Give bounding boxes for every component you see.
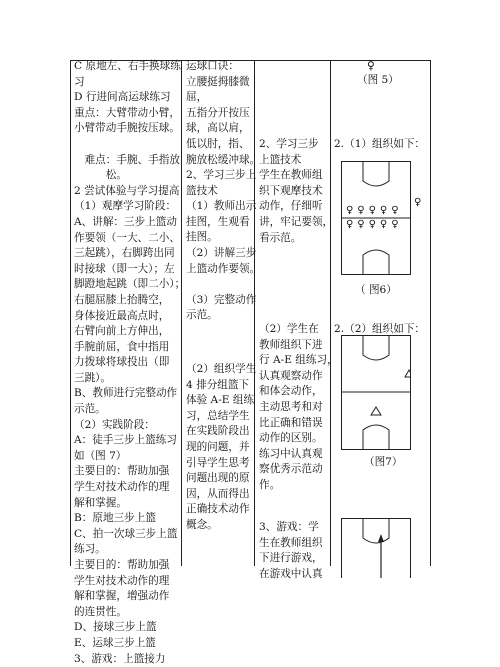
text-line: 时接球（即一大）；左 [74, 262, 175, 275]
text-line: 认真观察动作 [259, 369, 323, 382]
text-line: 教师组织下进 [259, 338, 323, 351]
text-line: A、讲解：三步上篮动 [74, 215, 177, 228]
text-line: 练习。 [74, 543, 106, 556]
student-activity-practice [259, 322, 338, 494]
text-line: 生在教师组织 [259, 536, 323, 549]
text-line: D、接球三步上篮 [74, 621, 157, 634]
figure-7-caption: （图7） [364, 456, 403, 468]
text-line: 主要目的：帮助加强 [74, 559, 170, 571]
text-line: 2、学习三步 [259, 138, 319, 150]
text-line: （2）讲解三步 [186, 246, 257, 259]
figure-7-court-diagram [341, 335, 411, 450]
text-line: 三起跳），右脚跨出同 [74, 247, 175, 260]
text-line: 示范。 [74, 403, 106, 416]
text-line [186, 277, 260, 293]
text-line: 作要领（一大、二小、 [74, 231, 180, 244]
student-activity-game [259, 520, 323, 582]
table-border-left [70, 60, 71, 566]
text-line: B：原地三步上篮 [74, 512, 156, 525]
text-line: 屈， [186, 91, 208, 104]
text-line: 如（图 7） [74, 449, 127, 462]
text-line: 重点：大臂带动小臂， [74, 106, 180, 119]
player-row-icon: ♀♀♀♀♀ [346, 205, 403, 216]
text-line: 在实践阶段出 [186, 425, 250, 438]
text-line: 学生在教师组 [259, 169, 323, 182]
text-line: 上篮动作要领。 [186, 262, 261, 275]
text-line: 动作，仔细听 [259, 200, 323, 213]
teaching-content-column [74, 59, 185, 667]
text-line: （2）学生在 [259, 323, 319, 335]
text-line: 行 A-E 组练习， [259, 354, 338, 367]
court-lines-icon [341, 518, 411, 578]
teacher-activity-layup-teaching [186, 168, 260, 324]
text-line: E、运球三步上篮 [74, 636, 156, 649]
text-line: 2、学习三步上 [186, 169, 257, 181]
text-line: 动作的区别。 [259, 432, 323, 445]
text-line: 学生对技术动作的理 [74, 481, 170, 494]
text-line [74, 137, 185, 153]
text-line: 习，总结学生 [186, 409, 250, 422]
text-line: 示范。 [186, 309, 218, 322]
text-line: 问题出现的原 [186, 472, 250, 485]
text-line: 右臂向前上方伸出， [74, 325, 170, 338]
text-line: 力拨球将球投出（即 [74, 356, 170, 369]
text-line: 上篮技术 [259, 153, 302, 166]
court-lines-icon [341, 335, 411, 450]
teacher-activity-group-practice [186, 362, 256, 534]
text-line: 下进行游戏， [259, 552, 323, 565]
player-row-icon: ♀♀♀♀♀ [346, 219, 403, 230]
text-line: 和体会动作， [259, 385, 323, 398]
text-line: 三跳）。 [74, 371, 112, 384]
text-line: （1）观摩学习阶段： [74, 200, 177, 213]
text-line: 右腿屈膝上抬腾空， [74, 293, 170, 306]
text-line: 4 排分组篮下 [186, 378, 250, 391]
text-line: A：徒手三步上篮练习 [74, 434, 177, 447]
text-line: （2）实践阶段： [74, 418, 155, 431]
text-line: 难点：手腕、手指放 [74, 153, 180, 166]
student-activity-observe [259, 137, 333, 246]
text-line: C 原地左、右手换球练 [74, 60, 181, 72]
text-line: 挂图。 [186, 231, 218, 244]
text-line: 脚蹬地起跳（即二小）； [74, 278, 186, 291]
text-line: 练习中认真观 [259, 447, 323, 460]
organization-label-1: 2.（1）组织如下： [334, 138, 426, 150]
text-line: 五指分开按压 [186, 106, 250, 119]
text-line: 球，高以肩， [186, 122, 250, 135]
text-line: 篮技术 [186, 184, 218, 197]
text-line: 比正确和错误 [259, 416, 323, 429]
text-line: D 行进间高运球练习 [74, 91, 171, 104]
teacher-marker-icon: ♀ [414, 197, 422, 208]
figure-5-caption: （图 5） [357, 74, 399, 86]
text-line: 主要目的：帮助加强 [74, 465, 170, 478]
text-line: 立腰挺拇膝微 [186, 75, 250, 88]
text-line: 身体接近最高点时， [74, 309, 170, 322]
teacher-activity-dribble-tips [186, 59, 260, 168]
text-line: 习 [74, 75, 85, 88]
text-line: 概念。 [186, 518, 218, 531]
text-line: 在游戏中认真 [259, 567, 323, 580]
text-line: 作。 [259, 478, 281, 491]
text-line: 正确技术动作 [186, 503, 250, 516]
figure-6-caption: （ 图6） [355, 284, 397, 296]
text-line: 的连贯性。 [74, 605, 127, 618]
game-court-diagram [341, 518, 411, 578]
person-marker-icon: ♀ [367, 60, 375, 72]
text-line: 低以肘，指、 [186, 137, 250, 150]
text-line: （2）组织学生 [186, 363, 257, 375]
text-line: 小臂带动手腕按压球。 [74, 122, 180, 135]
figure-6-court-diagram [341, 161, 411, 275]
organization-label-2: 2.（2）组织如下： [334, 323, 426, 335]
table-border-right [430, 60, 431, 566]
text-line: 看示范。 [259, 231, 302, 244]
text-line: B、教师进行完整动作 [74, 387, 178, 400]
text-line: 织下观摩技术 [259, 184, 323, 197]
text-line: 体验 A-E 组练 [186, 394, 255, 407]
text-line: 3、游戏：上篮接力 [74, 652, 166, 665]
text-line: 3、游戏：学 [259, 521, 319, 533]
text-line: 讲，牢记要领， [259, 215, 334, 228]
text-line: （3）完整动作 [186, 293, 257, 306]
text-line: 运球口诀： [186, 60, 239, 72]
text-line: 现的问题，并 [186, 440, 250, 453]
court-lines-icon [341, 161, 411, 275]
text-line: 解和掌握。 [74, 496, 127, 509]
text-line: （1）教师出示 [186, 200, 257, 213]
text-line: 挂图，生观看 [186, 215, 250, 228]
text-line: 因，从而得出 [186, 487, 250, 500]
text-line: C、拍一次球三步上篮 [74, 527, 178, 540]
text-line: 2 尝试体验与学习提高 [74, 184, 180, 197]
text-line: 察优秀示范动 [259, 463, 323, 476]
text-line: 学生对技术动作的理 [74, 574, 170, 587]
text-line: 解和掌握，增强动作 [74, 590, 170, 603]
text-line: 手腕前屈，食中指用 [74, 340, 170, 353]
text-line: 主动思考和对 [259, 400, 323, 413]
text-line: 松。 [74, 169, 127, 182]
text-line: 腕放松缓冲球。 [186, 153, 261, 166]
text-line: 引导学生思考 [186, 456, 250, 469]
